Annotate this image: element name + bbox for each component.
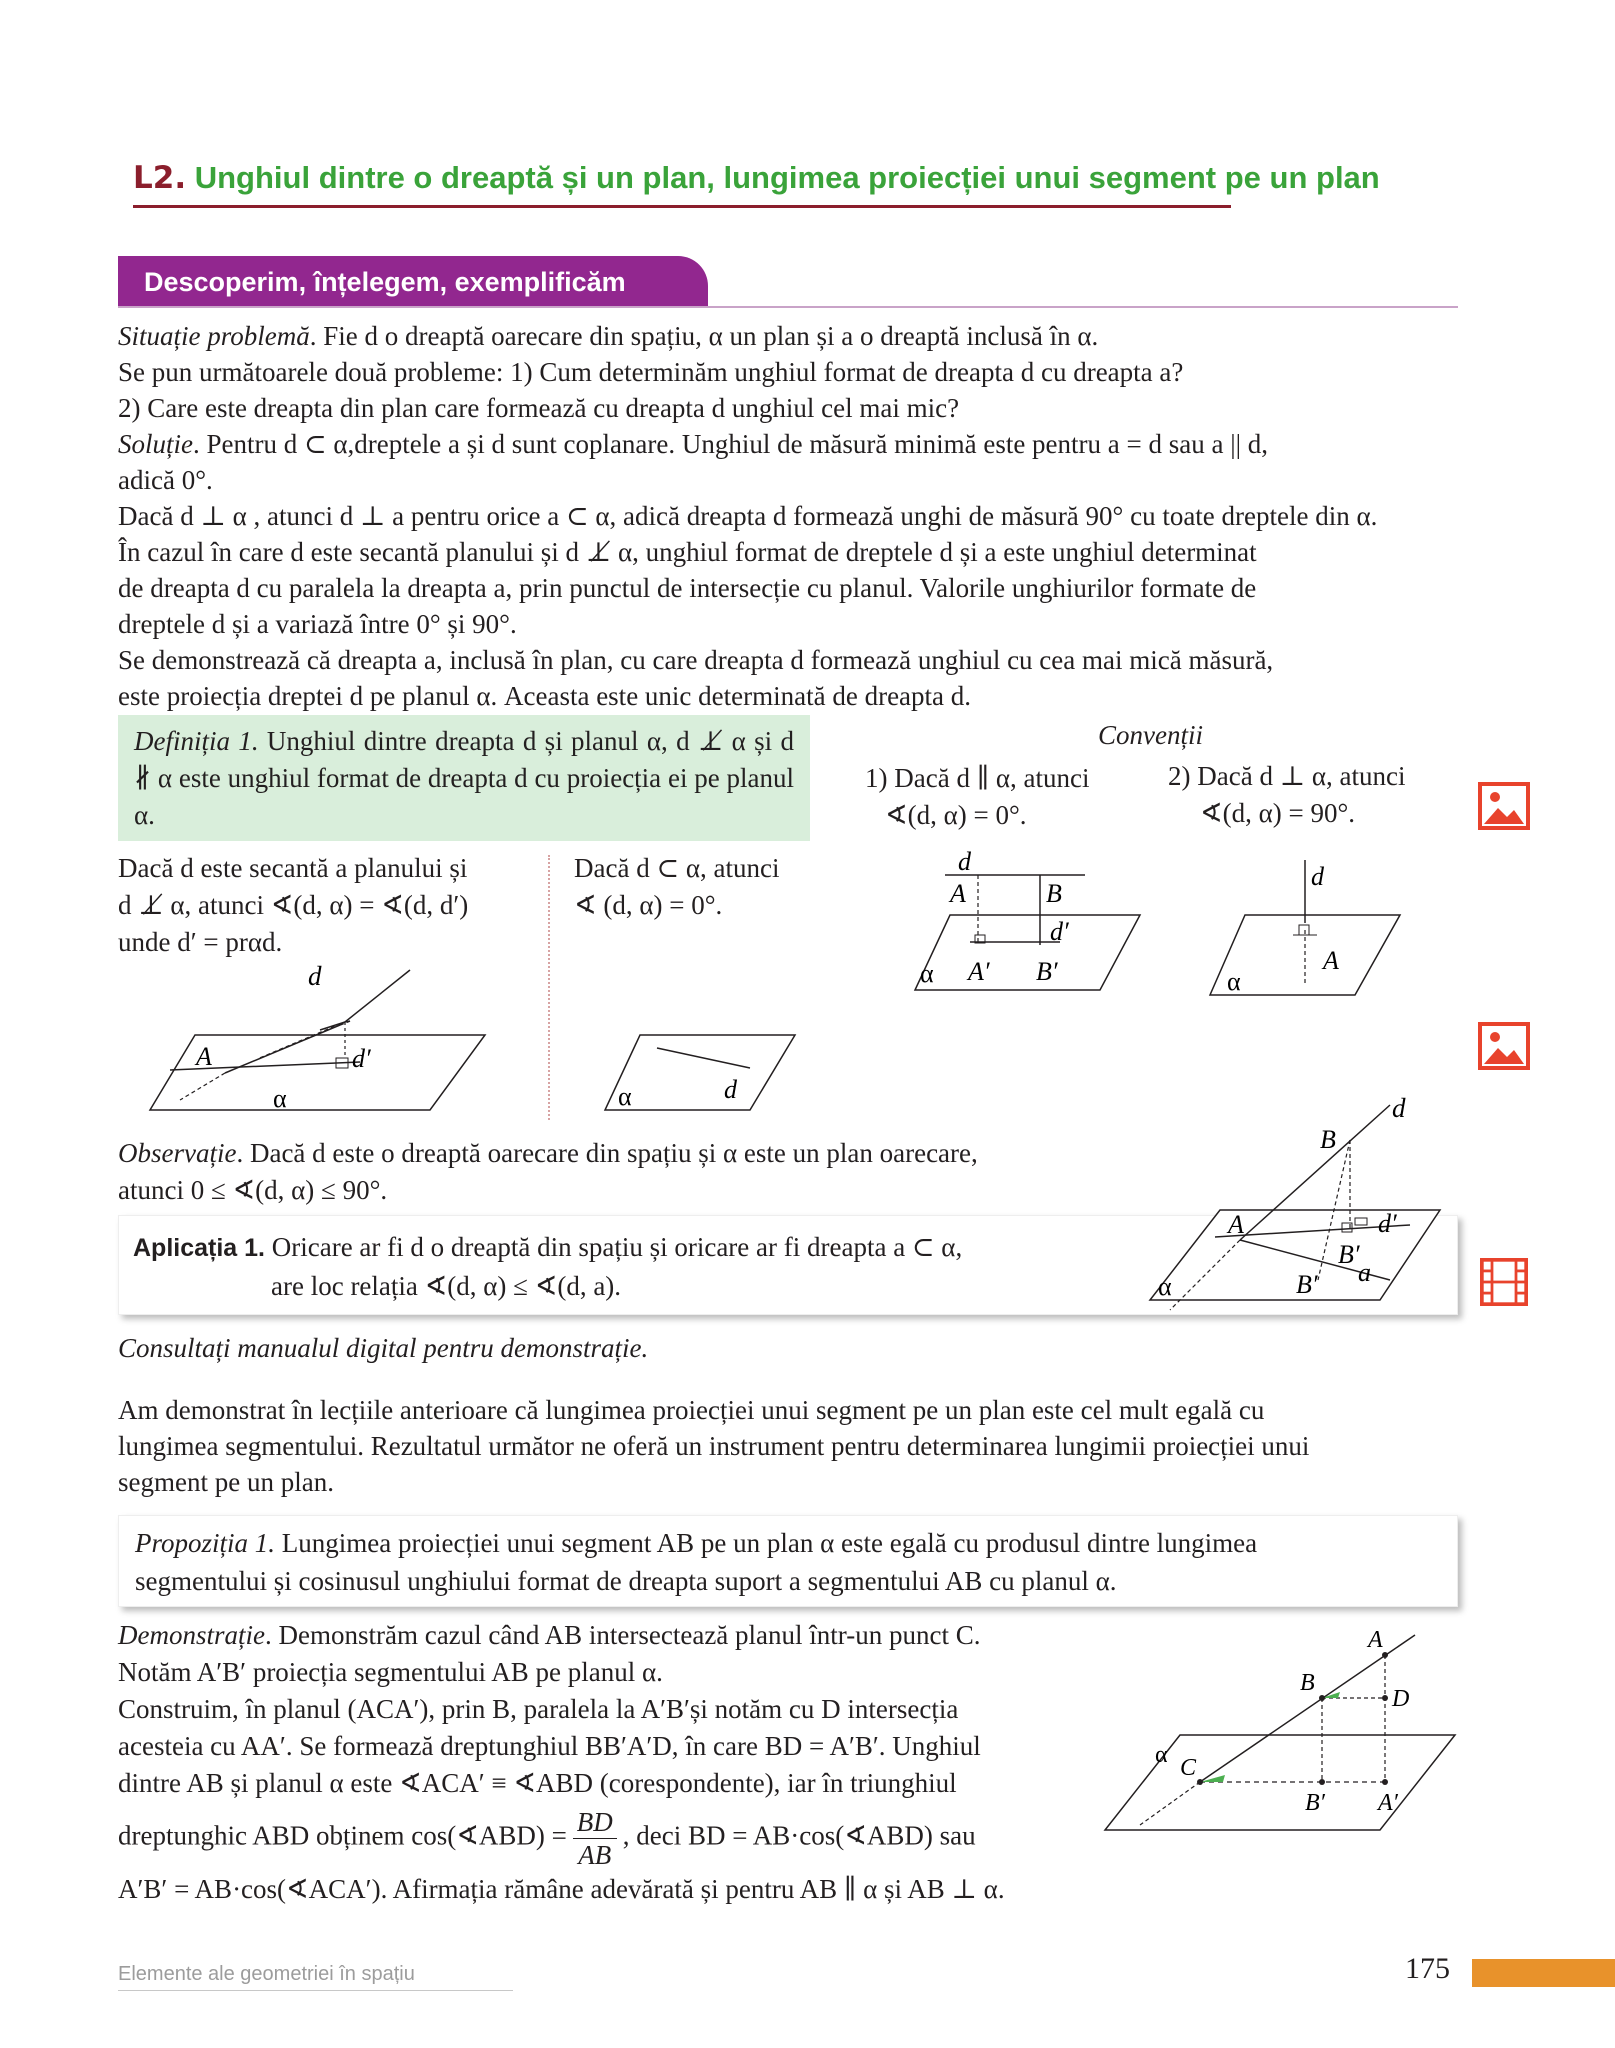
application-label: Aplicația 1.	[133, 1234, 265, 1262]
observation	[118, 1135, 1118, 1209]
case-secant-line-3: unde d′ = prαd.	[118, 927, 283, 957]
proof-line-5: dintre AB și planul α este ∢ACA′ ≡ ∢ABD (corespondente), iar în triunghiul	[118, 1768, 957, 1798]
digital-note: Consultați manualul digital pentru demonstrație.	[118, 1333, 649, 1363]
footer-chapter: Elemente ale geometriei în spațiu	[118, 1963, 415, 1985]
convention-2-line-a: 2) Dacă d ⊥ α, atunci	[1168, 761, 1406, 791]
proof-line-4: acesteia cu AA′. Se formează dreptunghiul BB′A′D, în care BD = A′B′. Unghiul	[118, 1731, 981, 1761]
fig6-label-B-prime: B′	[1305, 1790, 1325, 1816]
convention-2	[1168, 758, 1468, 832]
proof-label: Demonstrație	[118, 1620, 265, 1650]
fig5-label-B: B	[1320, 1125, 1336, 1154]
fig6-label-A: A	[1368, 1630, 1383, 1653]
figure-proof	[1100, 1630, 1460, 1850]
figure-application	[1140, 1095, 1460, 1320]
image-icon[interactable]	[1478, 782, 1530, 830]
fig3-label-A: A	[950, 879, 966, 908]
convention-1-line-a: 1) Dacă d ∥ α, atunci	[865, 763, 1090, 793]
intro-line-10: Se demonstrează că dreapta a, inclusă în plan, cu care dreapta d formează unghiul cu cea mai mică măsură,	[118, 645, 1274, 675]
fig1-label-A: A	[196, 1042, 212, 1071]
fig5-label-a: a	[1358, 1258, 1371, 1287]
proof	[118, 1617, 1088, 1908]
solution-label: Soluție	[118, 429, 193, 459]
section-tab: Descoperim, înțelegem, exemplificăm	[118, 256, 708, 308]
case-included-text	[574, 850, 834, 924]
fig1-label-d-prime: d′	[352, 1044, 371, 1073]
convention-1-line-b: ∢(d, α) = 0°.	[885, 800, 1027, 830]
projection-line-2: lungimea segmentului. Rezultatul următor ne oferă un instrument pentru determinarea lungimii proiecției unui	[118, 1431, 1310, 1461]
fig5-label-d: d	[1392, 1095, 1406, 1123]
fig4-label-d: d	[1311, 862, 1324, 891]
fraction-numerator: BD	[573, 1806, 617, 1839]
fig6-label-A-prime: A′	[1378, 1790, 1398, 1816]
intro-line-8: de dreapta d cu paralela la dreapta a, prin punctul de intersecție cu planul. Valorile unghiurilor formate de	[118, 573, 1257, 603]
definition-box	[118, 715, 810, 841]
fig6-label-alpha: α	[1155, 1742, 1168, 1768]
fig3-label-d-prime: d′	[1050, 917, 1069, 946]
lesson-title-text: Unghiul dintre o dreaptă și un plan, lungimea proiecției unui segment pe un plan	[194, 160, 1380, 195]
figure-secant	[140, 960, 540, 1120]
intro-line-11: este proiecția dreptei d pe planul α. Aceasta este unic determinată de dreapta d.	[118, 681, 972, 711]
application-line-1: Oricare ar fi d o dreaptă din spațiu și oricare ar fi dreapta a ⊂ α,	[265, 1232, 963, 1262]
video-icon[interactable]	[1478, 1258, 1530, 1306]
convention-2-line-b: ∢(d, α) = 90°.	[1200, 798, 1356, 828]
fig6-label-C: C	[1180, 1755, 1197, 1781]
page-bar	[1472, 1959, 1615, 1987]
fig5-label-B-prime: B′	[1338, 1240, 1360, 1269]
fig4-label-alpha: α	[1227, 967, 1241, 996]
fig3-label-A-prime: A′	[968, 957, 990, 986]
intro-line-9: dreptele d și a variază între 0° și 90°.	[118, 609, 517, 639]
section-rule	[118, 306, 1458, 308]
fig3-label-B: B	[1046, 879, 1062, 908]
fig1-label-alpha: α	[273, 1084, 287, 1113]
fig3-label-B-prime: B′	[1036, 957, 1058, 986]
fig6-label-D: D	[1392, 1686, 1410, 1712]
intro-line-1: . Fie d o dreaptă oarecare din spațiu, α un plan și a o dreaptă inclusă în α.	[309, 321, 1099, 351]
intro-line-2: Se pun următoarele două probleme: 1) Cum determinăm unghiul format de dreapta d cu dreapta a?	[118, 357, 1184, 387]
observation-line-2: atunci 0 ≤ ∢(d, α) ≤ 90°.	[118, 1175, 388, 1205]
fig2-label-d: d	[724, 1075, 737, 1104]
figure-included	[600, 1020, 800, 1120]
proposition-line-1: Lungimea proiecției unui segment AB pe un plan α este egală cu produsul dintre lungimea	[275, 1528, 1258, 1558]
fig5-label-alpha: α	[1158, 1272, 1172, 1301]
proof-line-3: Construim, în planul (ACA′), prin B, paralela la A′B′și notăm cu D intersecția	[118, 1694, 959, 1724]
situation-label: Situație problemă	[118, 321, 310, 351]
proof-line-6b: , deci BD = AB·cos(∢ABD) sau	[622, 1820, 976, 1851]
projection-line-3: segment pe un plan.	[118, 1467, 334, 1497]
proof-line-7: A′B′ = AB·cos(∢ACA′). Afirmația rămâne adevărată și pentru AB ∥ α și AB ⊥ α.	[118, 1874, 1005, 1904]
proof-line-1: . Demonstrăm cazul când AB intersectează planul într-un punct C.	[264, 1620, 981, 1650]
case-secant-line-2: d ⊥̸ α, atunci ∢(d, α) = ∢(d, d′)	[118, 890, 469, 920]
observation-line-1: . Dacă d este o dreaptă oarecare din spațiu și α este un plan oarecare,	[236, 1138, 978, 1168]
fig5-label-A: A	[1228, 1210, 1244, 1239]
lesson-number: L2.	[133, 160, 187, 196]
figure-parallel	[910, 850, 1150, 1000]
fig2-label-alpha: α	[618, 1082, 632, 1111]
fig6-label-B: B	[1300, 1670, 1315, 1696]
fig5-label-B-prime-2: B′	[1296, 1270, 1318, 1299]
column-divider	[548, 855, 550, 1120]
intro-paragraph	[118, 318, 1458, 714]
figure-perpendicular	[1205, 855, 1405, 1005]
proposition-line-2: segmentului și cosinusul unghiului format de dreapta suport a segmentului AB cu planul α.	[135, 1566, 1117, 1596]
image-icon-2[interactable]	[1478, 1022, 1530, 1070]
proposition-box	[118, 1515, 1458, 1607]
definition-text: Unghiul dintre dreapta d și planul α, d ⊥̸ α și d ∦ α este unghiul format de dreapta d cu proiecția ei pe planul α.	[134, 726, 794, 830]
proof-line-2: Notăm A′B′ proiecția segmentului AB pe planul α.	[118, 1657, 663, 1687]
lesson-title	[133, 160, 1380, 196]
fig3-label-alpha: α	[920, 959, 934, 988]
intro-line-7: În cazul în care d este secantă planului și d ⊥̸ α, unghiul format de dreptele d și a este unghiul determinat	[118, 537, 1257, 567]
projection-intro	[118, 1392, 1458, 1500]
observation-label: Observație	[118, 1138, 237, 1168]
proposition-label: Propoziția 1.	[135, 1528, 276, 1558]
page-number: 175	[1405, 1952, 1450, 1985]
case-secant-text	[118, 850, 538, 961]
case-secant-line-1: Dacă d este secantă a planului și	[118, 853, 468, 883]
proof-line-6a: dreptunghic ABD obținem cos(∢ABD) =	[118, 1820, 567, 1851]
definition-label: Definiția 1.	[134, 726, 259, 756]
fraction-denominator: AB	[578, 1840, 612, 1870]
title-underline	[133, 205, 1231, 208]
projection-line-1: Am demonstrat în lecțiile anterioare că lungimea proiecției unui segment pe un plan este cel mult egală cu	[118, 1395, 1265, 1425]
intro-line-5: adică 0°.	[118, 465, 213, 495]
fig5-label-d-prime: d′	[1378, 1209, 1397, 1238]
intro-line-6: Dacă d ⊥ α , atunci d ⊥ a pentru orice a ⊂ α, adică dreapta d formează unghi de măsură 90° cu toate dreptele din α.	[118, 501, 1378, 531]
application-line-2: are loc relația ∢(d, α) ≤ ∢(d, a).	[271, 1271, 622, 1301]
case-included-line-1: Dacă d ⊂ α, atunci	[574, 853, 780, 883]
intro-line-3: 2) Care este dreapta din plan care formează cu dreapta d unghiul cel mai mic?	[118, 393, 960, 423]
fig3-label-d: d	[958, 850, 971, 876]
fig4-label-A: A	[1323, 946, 1339, 975]
conventions-title: Convenții	[1098, 720, 1203, 750]
case-included-line-2: ∢ (d, α) = 0°.	[574, 890, 723, 920]
fraction-bd-ab	[573, 1806, 617, 1871]
intro-line-4: . Pentru d ⊂ α,dreptele a și d sunt coplanare. Unghiul de măsură minimă este pentru a = d sau a || d,	[193, 429, 1269, 459]
footer-rule	[118, 1990, 513, 1991]
convention-1	[865, 760, 1165, 834]
fig1-label-d: d	[308, 961, 322, 991]
